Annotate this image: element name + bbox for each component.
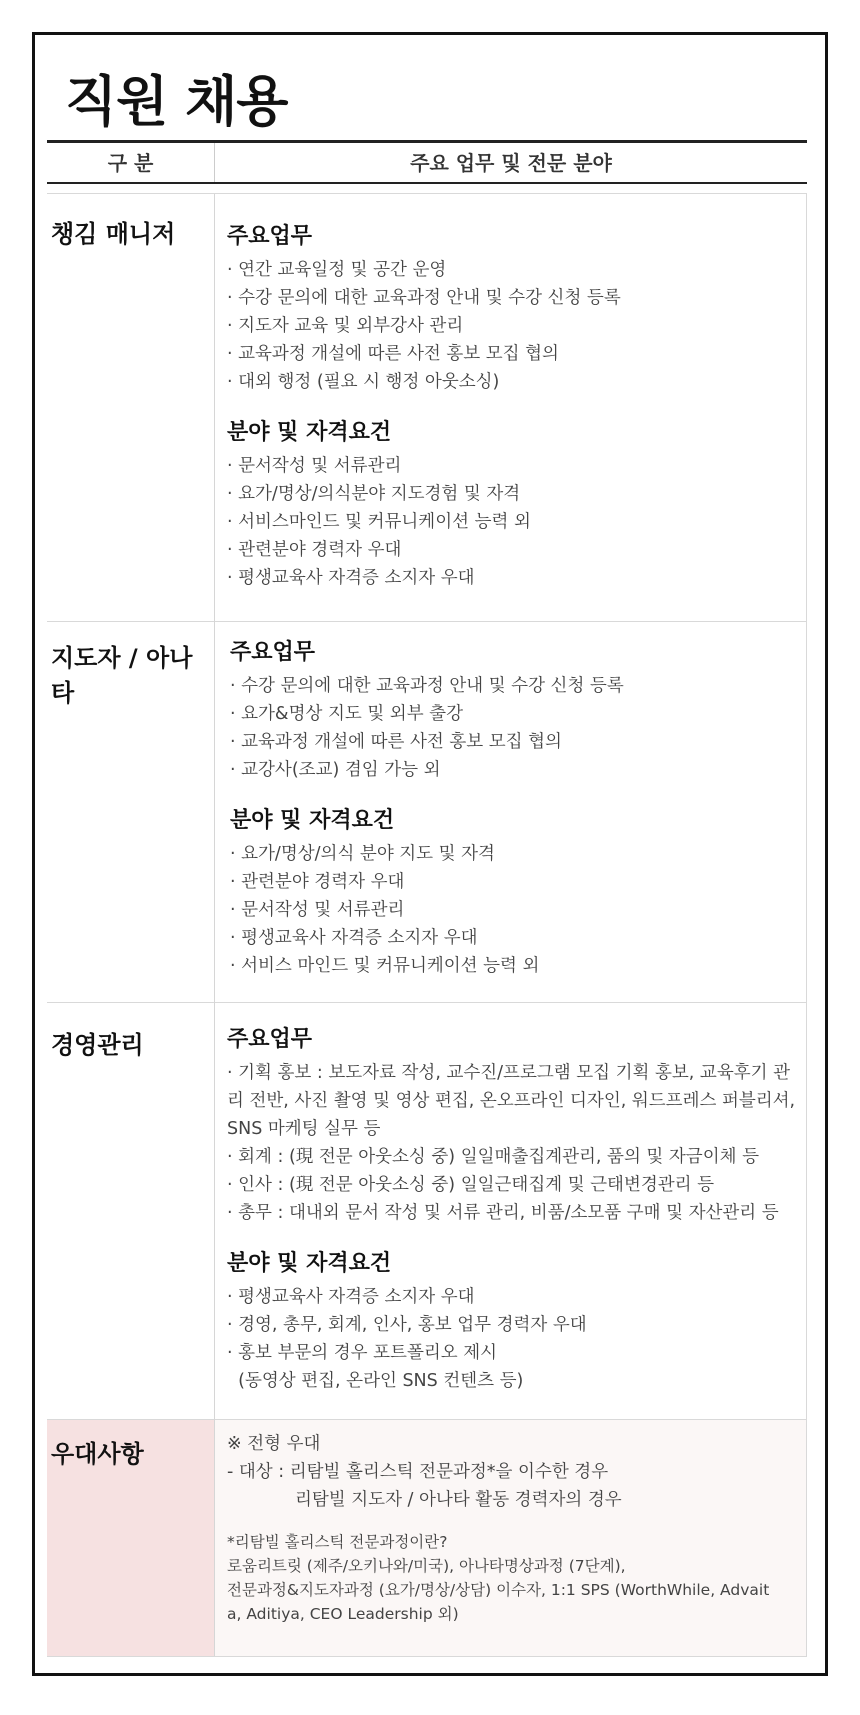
duty-item: · 수강 문의에 대한 교육과정 안내 및 수강 신청 등록 — [230, 676, 624, 696]
row-care-manager — [47, 194, 806, 622]
requirement-item: · 관련분야 경력자 우대 — [227, 540, 402, 560]
requirement-item: · 요가/명상/의식 분야 지도 및 자격 — [230, 844, 495, 864]
duty-item: · 기획 홍보 : 보도자료 작성, 교수진/프로그램 모집 기획 홍보, 교육후기 관리 전반, 사진 촬영 및 영상 편집, 온오프라인 디자인, 워드프레스 퍼블리셔, SNS 마케팅 실무 등 — [227, 1063, 796, 1139]
row-label: 챙김 매니저 — [51, 220, 176, 248]
note-title: *리탐빌 홀리스틱 전문과정이란? — [227, 1533, 448, 1551]
duty-item: · 회계 : (現 전문 아웃소싱 중) 일일매출집계관리, 품의 및 자금이체 등 — [227, 1147, 759, 1167]
requirement-item: · 평생교육사 자격증 소지자 우대 — [230, 928, 478, 948]
page-title: 직원 채용 — [65, 70, 288, 133]
row-content — [227, 1003, 798, 1395]
duty-item: · 대외 행정 (필요 시 행정 아웃소싱) — [227, 372, 500, 392]
duty-item: · 교육과정 개설에 따른 사전 홍보 모집 협의 — [230, 732, 562, 752]
duty-item: · 지도자 교육 및 외부강사 관리 — [227, 316, 464, 336]
duties-title: 주요업무 — [227, 224, 313, 249]
note-line: 전문과정&지도자과정 (요가/명상/상담) 이수자, 1:1 SPS (WorthWhile, Advait — [227, 1581, 770, 1599]
requirement-item: · 홍보 부문의 경우 포트폴리오 제시 — [227, 1343, 498, 1363]
row-label: 우대사항 — [47, 1420, 214, 1656]
positions-table — [47, 193, 807, 1657]
header-bottom-rule — [47, 182, 807, 184]
row-benefits — [47, 1420, 806, 1656]
row-instructor — [47, 622, 806, 1003]
row-content — [227, 194, 798, 592]
requirements-title: 분야 및 자격요건 — [230, 808, 395, 833]
row-content — [230, 622, 798, 980]
requirement-item: · 서비스 마인드 및 커뮤니케이션 능력 외 — [230, 956, 540, 976]
row-content — [227, 1420, 798, 1626]
duty-item: · 수강 문의에 대한 교육과정 안내 및 수강 신청 등록 — [227, 288, 621, 308]
requirement-item: (동영상 편집, 온라인 SNS 컨텐츠 등) — [227, 1371, 524, 1391]
requirements-title: 분야 및 자격요건 — [227, 420, 392, 445]
duty-item: · 교육과정 개설에 따른 사전 홍보 모집 협의 — [227, 344, 559, 364]
requirement-item: · 서비스마인드 및 커뮤니케이션 능력 외 — [227, 512, 531, 532]
requirement-item: · 평생교육사 자격증 소지자 우대 — [227, 1287, 475, 1307]
row-label: 경영관리 — [51, 1031, 144, 1059]
benefit-target: 리탐빌 지도자 / 아나타 활동 경력자의 경우 — [295, 1490, 622, 1510]
job-posting-frame — [32, 32, 828, 1676]
duty-item: · 총무 : 대내외 문서 작성 및 서류 관리, 비품/소모품 구매 및 자산관리 등 — [227, 1203, 779, 1223]
row-management — [47, 1003, 806, 1420]
duty-item: · 인사 : (現 전문 아웃소싱 중) 일일근태집계 및 근태변경관리 등 — [227, 1175, 715, 1195]
row-label: 지도자 / 아나타 — [51, 644, 193, 707]
requirement-item: · 문서작성 및 서류관리 — [230, 900, 405, 920]
note-line: 로움리트릿 (제주/오키나와/미국), 아나타명상과정 (7단계), — [227, 1557, 626, 1575]
requirement-item: · 평생교육사 자격증 소지자 우대 — [227, 568, 475, 588]
duty-item: · 연간 교육일정 및 공간 운영 — [227, 260, 447, 280]
header-category: 구 분 — [107, 151, 154, 175]
note-line: a, Aditiya, CEO Leadership 외) — [227, 1605, 459, 1623]
requirement-item: · 관련분야 경력자 우대 — [230, 872, 405, 892]
duties-title: 주요업무 — [227, 1027, 313, 1052]
duty-item: · 교강사(조교) 겸임 가능 외 — [230, 760, 441, 780]
requirement-item: · 문서작성 및 서류관리 — [227, 456, 402, 476]
requirement-item: · 요가/명상/의식분야 지도경험 및 자격 — [227, 484, 521, 504]
benefit-heading: ※ 전형 우대 — [227, 1434, 321, 1454]
benefit-target: - 대상 : 리탐빌 홀리스틱 전문과정*을 이수한 경우 — [227, 1462, 609, 1482]
column-divider — [214, 194, 215, 1656]
requirements-title: 분야 및 자격요건 — [227, 1251, 392, 1276]
requirement-item: · 경영, 총무, 회계, 인사, 홍보 업무 경력자 우대 — [227, 1315, 587, 1335]
duties-title: 주요업무 — [230, 640, 316, 665]
duty-item: · 요가&명상 지도 및 외부 출강 — [230, 704, 463, 724]
header-duties: 주요 업무 및 전문 분야 — [410, 151, 612, 175]
